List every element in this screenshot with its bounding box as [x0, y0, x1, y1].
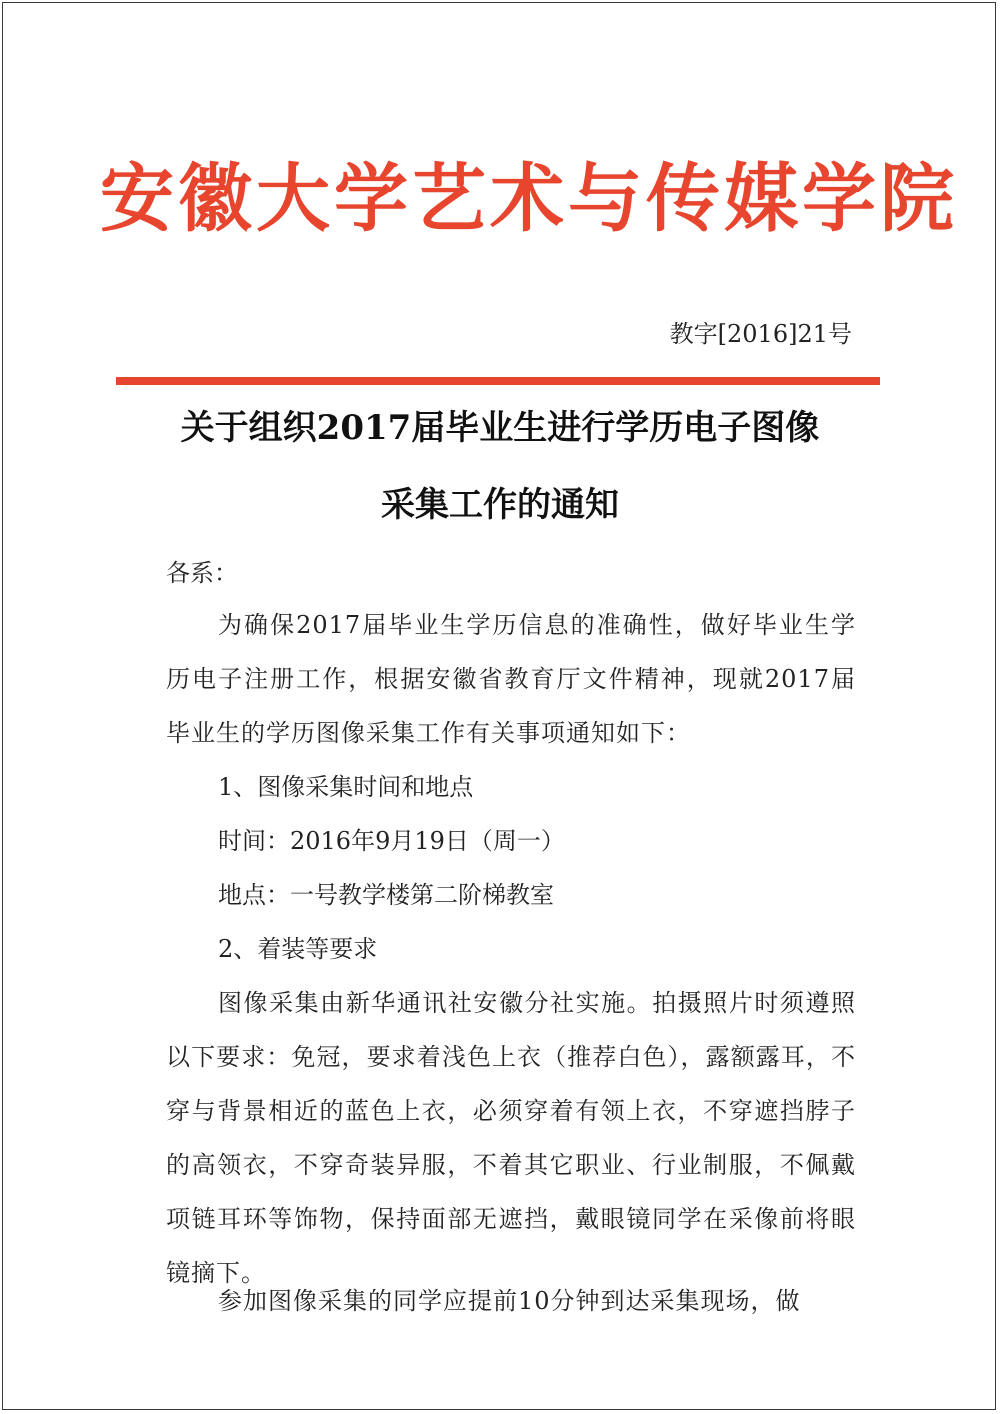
red-divider-rule	[116, 377, 880, 385]
notice-title-line-2: 采集工作的通知	[381, 485, 619, 525]
notice-title-line-1: 关于组织2017届毕业生进行学历电子图像	[180, 408, 820, 448]
time-line: 时间：2016年9月19日（周一）	[218, 827, 565, 855]
document-number: 教字[2016]21号	[669, 320, 852, 348]
place-line: 地点：一号教学楼第二阶梯教室	[218, 881, 554, 909]
section-1-heading: 1、图像采集时间和地点	[218, 773, 474, 801]
section-2-heading: 2、着装等要求	[218, 935, 378, 963]
dress-requirements-paragraph: 图像采集由新华通讯社安徽分社实施。拍摄照片时须遵照以下要求：免冠，要求着浅色上衣（推荐白色），露额露耳，不穿与背景相近的蓝色上衣，必须穿着有领上衣，不穿遮挡脖子的高领衣，不穿奇装异服，不着其它职业、行业制服，不佩戴项链耳环等饰物，保持面部无遮挡，戴眼镜同学在采像前将眼镜摘下。	[166, 989, 856, 1287]
intro-paragraph: 为确保2017届毕业生学历信息的准确性，做好毕业生学历电子注册工作，根据安徽省教育厅文件精神，现就2017届毕业生的学历图像采集工作有关事项通知如下：	[166, 611, 856, 747]
closing-paragraph-fragment: 参加图像采集的同学应提前10分钟到达采集现场，做	[218, 1287, 801, 1315]
salutation: 各系：	[166, 559, 238, 587]
institution-header: 安徽大学艺术与传媒学院	[100, 156, 958, 242]
